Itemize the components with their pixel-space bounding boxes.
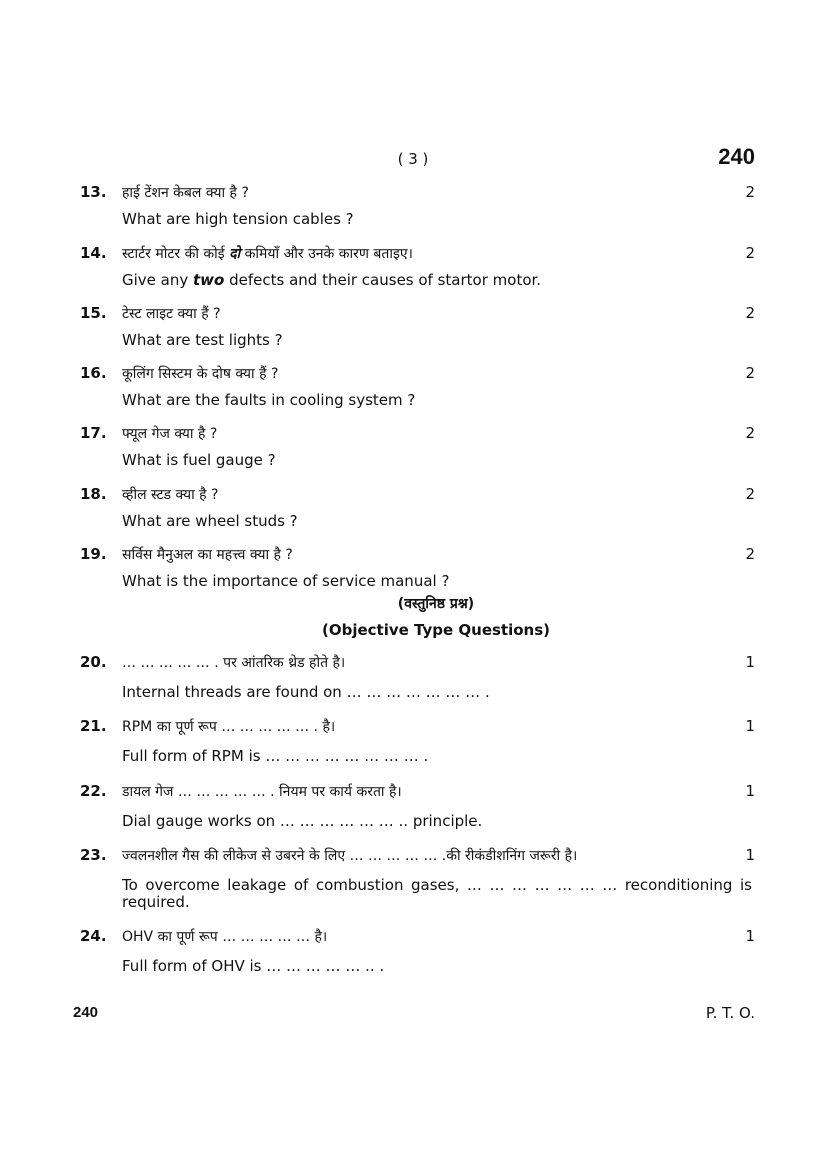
question-text-english: Full form of OHV is … … … … … .. . bbox=[122, 957, 385, 975]
question-number: 17. bbox=[80, 424, 107, 442]
question-text-hindi: कूलिंग सिस्टम के दोष क्या हैं ? bbox=[122, 366, 279, 382]
footer-paper-code: 240 bbox=[73, 1004, 99, 1021]
question-number: 19. bbox=[80, 545, 107, 563]
question-text-hindi: ज्वलनशील गैस की लीकेज से उबरने के लिए … … … … … .की रीकंडीशनिंग जरूरी है। bbox=[122, 848, 578, 864]
paper-code-header: 240 bbox=[718, 144, 755, 169]
question-number: 24. bbox=[80, 927, 107, 945]
emphasis-two: two bbox=[193, 271, 225, 289]
question-text-hindi: OHV का पूर्ण रूप … … … … … है। bbox=[122, 929, 328, 945]
question-marks: 1 bbox=[745, 782, 755, 800]
section-heading-english: (Objective Type Questions) bbox=[321, 621, 550, 639]
question-text-hindi: सर्विस मैनुअल का महत्त्व क्या है ? bbox=[122, 547, 293, 563]
footer-pto: P. T. O. bbox=[705, 1004, 755, 1022]
question-number: 21. bbox=[80, 717, 107, 735]
question-text-english: What are wheel studs ? bbox=[122, 512, 298, 530]
question-text-hindi: व्हील स्टड क्या है ? bbox=[122, 487, 219, 503]
question-text-english: Give any two defects and their causes of startor motor. bbox=[122, 271, 542, 289]
question-number: 15. bbox=[80, 304, 107, 322]
question-text-hindi: … … … … … . पर आंतरिक थ्रेड होते है। bbox=[122, 655, 346, 671]
question-text-english: Full form of RPM is … … … … … … … … . bbox=[122, 747, 429, 765]
question-text-english: Internal threads are found on … … … … … … … . bbox=[122, 683, 490, 701]
question-number: 23. bbox=[80, 846, 107, 864]
question-marks: 1 bbox=[745, 927, 755, 945]
question-text-hindi: स्टार्टर मोटर की कोई दो कमियाँ और उनके कारण बताइए। bbox=[122, 246, 413, 262]
question-text-hindi: RPM का पूर्ण रूप … … … … … . है। bbox=[122, 719, 336, 735]
question-number: 20. bbox=[80, 653, 107, 671]
emphasis-do: दो bbox=[229, 246, 241, 262]
page-number: ( 3 ) bbox=[397, 150, 429, 168]
question-text-english: To overcome leakage of combustion gases, … … … … … … … reconditioning is required. bbox=[122, 876, 752, 911]
question-text-english: What are the faults in cooling system ? bbox=[122, 391, 416, 409]
question-text-english: What are test lights ? bbox=[122, 331, 283, 349]
question-number: 13. bbox=[80, 183, 107, 201]
question-text-english: What is the importance of service manual ? bbox=[122, 572, 450, 590]
question-number: 22. bbox=[80, 782, 107, 800]
section-heading-hindi: (वस्तुनिष्ठ प्रश्न) bbox=[397, 596, 475, 612]
question-marks: 1 bbox=[745, 717, 755, 735]
question-number: 14. bbox=[80, 244, 107, 262]
question-text-english: Dial gauge works on … … … … … … .. principle. bbox=[122, 812, 483, 830]
question-number: 18. bbox=[80, 485, 107, 503]
question-text-english: What are high tension cables ? bbox=[122, 210, 354, 228]
question-marks: 2 bbox=[745, 364, 755, 382]
question-marks: 2 bbox=[745, 545, 755, 563]
question-marks: 1 bbox=[745, 653, 755, 671]
question-text-hindi: हाई टेंशन केबल क्या है ? bbox=[122, 185, 249, 201]
question-marks: 1 bbox=[745, 846, 755, 864]
question-text-hindi: फ्यूल गेज क्या है ? bbox=[122, 426, 218, 442]
question-marks: 2 bbox=[745, 424, 755, 442]
question-marks: 2 bbox=[745, 244, 755, 262]
question-number: 16. bbox=[80, 364, 107, 382]
question-marks: 2 bbox=[745, 304, 755, 322]
question-text-hindi: टेस्ट लाइट क्या हैं ? bbox=[122, 306, 221, 322]
question-marks: 2 bbox=[745, 485, 755, 503]
question-text-english: What is fuel gauge ? bbox=[122, 451, 276, 469]
question-text-hindi: डायल गेज … … … … … . नियम पर कार्य करता है। bbox=[122, 784, 402, 800]
question-marks: 2 bbox=[745, 183, 755, 201]
